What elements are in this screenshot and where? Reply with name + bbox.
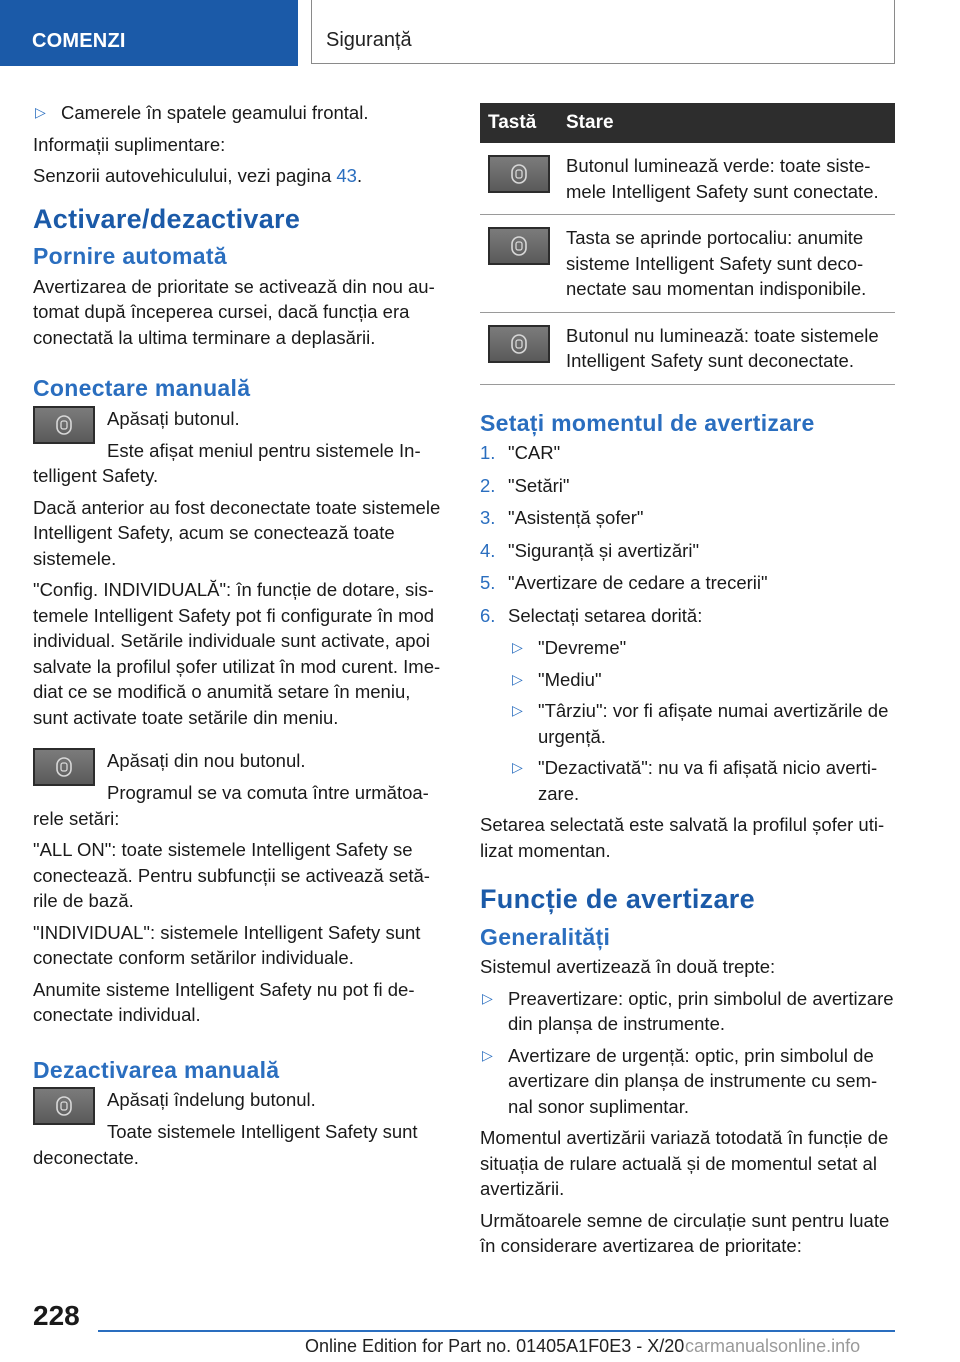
- watermark: carmanualsonline.info: [685, 1336, 861, 1356]
- heading-setati: Setați momentul de avertizare: [480, 409, 815, 436]
- chapter-tab[interactable]: Siguranță: [311, 0, 895, 64]
- list-item: ▷ Camerele în spatele geamului frontal.: [33, 100, 448, 126]
- heading-pornire: Pornire automată: [33, 243, 227, 269]
- intelligent-safety-button-icon: [488, 227, 550, 265]
- left-column: ▷ Camerele în spatele geamului frontal. Informații suplimentare: Senzorii autovehiculului, vezi pagina 43. Activare/dezactivare Pornire automată Avertizarea de prioritate se activează din nou automat după începerea cursei, dacă funcția era conectată la ultima terminare a deplasării. Conectare manuală Apăsați butonul. Este afișat meniul pentru sistemele Intelligent Safety. Dacă anterior au fost deconectate toate sistemele Intelligent Safety, acum se conectează toate sistemele. "Config. INDIVIDUALĂ": în funcție de dotare, sistemele Intelligent Safety pot fi configurate în mod individual. Setările individuale sunt activate, apoi salvate la profilul șofer utilizat în mod curent. Imediat ce se modifică o anumită setare în meniu, sunt activate toate setările din meniu. Apăsați din nou butonul. Programul se va comuta între următoarele setări: "ALL ON": toate sistemele Intelligent Safety se conectează. Pentru subfuncții se activează setările de bază. "INDIVIDUAL": sistemele Intelligent Safety sunt conectate conform setărilor individuale. Anumite sisteme Intelligent Safety nu pot fi deconectate individual. Dezactivarea manuală Apăsați îndelung butonul. Toate sistemele Intelligent Safety sunt deconectate.: [33, 100, 448, 1176]
- page-header: [0, 0, 960, 66]
- instruction-button-3: Apăsați îndelung butonul.: [33, 1087, 448, 1135]
- list-item: 5. "Avertizare de cedare a trecerii": [480, 572, 768, 593]
- intelligent-safety-button-icon: [33, 1087, 95, 1125]
- list-item: 6. Selectați setarea dorită:: [480, 604, 703, 626]
- page-link[interactable]: 43: [336, 165, 357, 186]
- heading-conectare: Conectare manuală: [33, 375, 251, 401]
- paragraph-anumite: Anumite sisteme Intelligent Safety nu pot fi deconectate individual.: [33, 978, 415, 1025]
- triangle-bullet-icon: ▷: [512, 759, 523, 775]
- intelligent-safety-button-icon: [488, 325, 550, 363]
- list-item: 2. "Setări": [480, 474, 570, 496]
- paragraph-pornire: Avertizarea de prioritate se activează din nou automat după începerea cursei, dacă funcția era conectată la ultima terminare a deplasării.: [33, 275, 435, 348]
- paragraph-individual: "INDIVIDUAL": sistemele Intelligent Safety sunt conectate conform setărilor individuale.: [33, 921, 421, 968]
- section-tab[interactable]: COMENZI: [0, 0, 298, 66]
- column-header-key: Tastă: [480, 103, 564, 143]
- column-header-state: Stare: [564, 103, 895, 143]
- paragraph-daca: Dacă anterior au fost deconectate toate sistemele Intelligent Safety, acum se conectează toate sistemele.: [33, 496, 441, 569]
- instruction-button-2: Apăsați din nou butonul.: [33, 748, 448, 796]
- status-table: [480, 103, 895, 385]
- triangle-bullet-icon: ▷: [482, 1046, 493, 1063]
- list-item: ▷ "Târziu": vor fi afișate numai avertizările de urgență.: [512, 700, 889, 747]
- heading-generalitati: Generalități: [480, 923, 611, 950]
- list-item: 3. "Asistență șofer": [480, 507, 644, 528]
- intelligent-safety-button-icon: [488, 155, 550, 193]
- list-item: 1. "CAR": [480, 442, 561, 463]
- footer-divider: [98, 1330, 895, 1332]
- heading-functie: Funcție de avertizare: [480, 884, 755, 914]
- paragraph-urmatoarele: Următoarele semne de circulație sunt pentru luate în considerare avertizarea de prioritate:: [480, 1209, 890, 1256]
- instruction-button-1: Apăsați butonul.: [33, 406, 448, 454]
- heading-activare: Activare/dezactivare: [33, 203, 301, 234]
- page-number: 228: [33, 1300, 80, 1331]
- paragraph-config: "Config. INDIVIDUALĂ": în funcție de dotare, sistemele Intelligent Safety pot fi configurate în mod individual. Setările individuale sunt activate, apoi salvate la profilul șofer utilizat în mod curent. Imediat ce se modifică o anumită setare în meniu, sunt activate toate setările din meniu.: [33, 579, 441, 728]
- footer-edition: Online Edition for Part no. 01405A1F0E3 - X/20: [305, 1336, 685, 1356]
- paragraph-setarea: Setarea selectată este salvată la profilul șofer utilizat momentan.: [480, 814, 885, 861]
- triangle-bullet-icon: ▷: [512, 702, 523, 718]
- info-label: Informații suplimentare:: [33, 133, 226, 155]
- heading-dezactivare: Dezactivarea manuală: [33, 1056, 280, 1083]
- info-text: Senzorii autovehiculului, vezi pagina 43.: [33, 165, 363, 186]
- triangle-bullet-icon: ▷: [512, 670, 523, 687]
- table-row: Tasta se aprinde portocaliu: anumite sisteme Intelligent Safety sunt deconectate sau momentan indisponibile.: [480, 215, 895, 313]
- triangle-bullet-icon: ▷: [35, 104, 46, 120]
- list-item: ▷ "Dezactivată": nu va fi afișată nicio avertizare.: [512, 757, 878, 804]
- list-item: ▷ Avertizare de urgență: optic, prin simbolul de avertizare din planșa de instrumente cu semnal sonor suplimentar.: [482, 1044, 878, 1117]
- intelligent-safety-button-icon: [33, 748, 95, 786]
- triangle-bullet-icon: ▷: [512, 639, 523, 655]
- triangle-bullet-icon: ▷: [482, 989, 493, 1006]
- list-item: ▷ "Devreme": [480, 635, 895, 661]
- right-column: [480, 103, 895, 1265]
- list-item: ▷ "Mediu": [480, 667, 895, 693]
- paragraph-momentul: Momentul avertizării variază totodată în funcție de situația de rulare actuală și de momentul setat al avertizării.: [480, 1127, 889, 1199]
- table-header-row: [480, 103, 895, 143]
- table-row: Butonul nu luminează: toate sistemele Intelligent Safety sunt deconectate.: [480, 312, 895, 384]
- intelligent-safety-button-icon: [33, 406, 95, 444]
- paragraph-sistemul: Sistemul avertizează în două trepte:: [480, 956, 776, 977]
- list-item: 4. "Siguranță și avertizări": [480, 539, 700, 561]
- table-row: Butonul luminează verde: toate sistemele Intelligent Safety sunt conectate.: [480, 143, 895, 215]
- paragraph-allon: "ALL ON": toate sistemele Intelligent Safety se conectează. Pentru subfuncții se activează setările de bază.: [33, 839, 430, 911]
- list-item: ▷ Preavertizare: optic, prin simbolul de avertizare din planșa de instrumente.: [482, 987, 894, 1034]
